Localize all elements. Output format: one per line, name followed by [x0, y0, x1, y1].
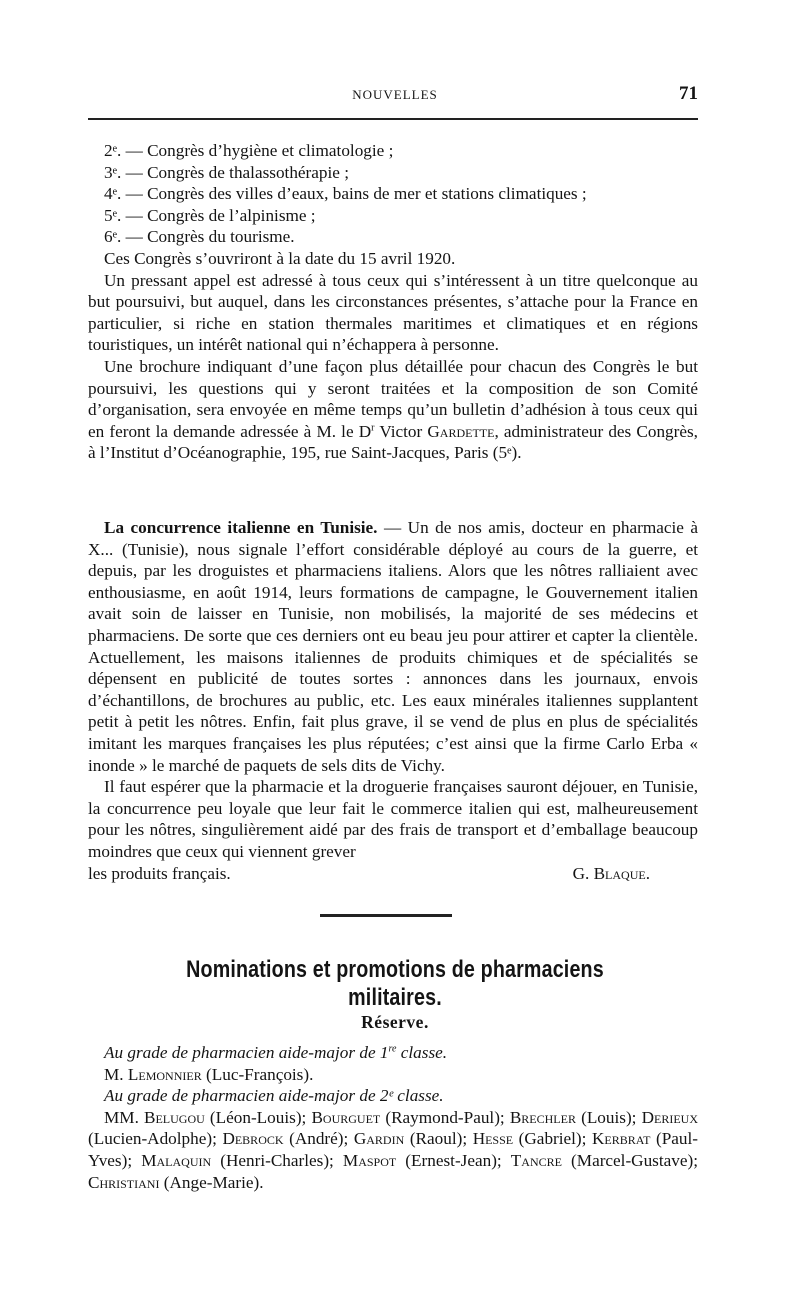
- nominee-given-names: (Louis);: [575, 1107, 642, 1127]
- nominee-surname: Tancre: [510, 1150, 562, 1170]
- article-title: La concurrence italienne en Tunisie.: [104, 518, 378, 537]
- signature-line: [88, 863, 698, 885]
- list-item: 4ᵉ. — Congrès des villes d’eaux, bains de mer et stations climatiques ;: [104, 184, 587, 204]
- nominee-line: [88, 1064, 698, 1086]
- nominee-surname: Derieux: [641, 1107, 698, 1127]
- first-name: Victor: [374, 421, 428, 441]
- nominee-given-names: (Paul-Yves);: [88, 1129, 699, 1170]
- grade-text: Au grade de pharmacien aide-major de 1: [104, 1043, 389, 1062]
- honorific: MM.: [104, 1107, 144, 1127]
- nominee-surname: Kerbrat: [592, 1129, 651, 1149]
- nominee-given-names: (Léon-Louis);: [204, 1107, 312, 1127]
- grade-text-end: classe.: [396, 1043, 448, 1062]
- list-item: 2ᵉ. — Congrès d’hygiène et climatologie ;: [104, 141, 394, 160]
- author-signature: [573, 863, 650, 885]
- reserve-subheading: Réserve.: [361, 1012, 429, 1032]
- nominee-surname: Gardin: [353, 1129, 405, 1149]
- nominee-group: [88, 1107, 698, 1193]
- list-item: 5ᵉ. — Congrès de l’alpinisme ;: [104, 205, 316, 225]
- header-rule: [88, 118, 698, 120]
- nominee-given-names: (Ernest-Jean);: [396, 1150, 511, 1170]
- nominee-given-names: (Lucien-Adolphe);: [88, 1129, 223, 1149]
- list-item: 6ᵉ. — Congrès du tourisme.: [104, 227, 295, 247]
- nominee-given-names: (Luc-François).: [201, 1064, 314, 1084]
- nominee-given-names: (Raoul);: [404, 1129, 473, 1149]
- brochure-paragraph: [88, 356, 698, 464]
- nominee-given-names: (Gabriel);: [513, 1129, 593, 1149]
- grade-heading: Au grade de pharmacien aide-major de 2ᵉ classe.: [104, 1086, 444, 1106]
- list-item: 3ᵉ. — Congrès de thalassothérapie ;: [104, 162, 349, 182]
- nominee-surname: Hesse: [472, 1129, 514, 1149]
- article-text: — Un de nos amis, docteur en pharmacie à X... (Tunisie), nous signale l’effort considérable déployé au cours de la guerre, et depuis, par les droguistes et pharmaciens italiens. Alors que les nôtres ralliaient avec enthousiasme, en août 1914, leurs formations de campagne, le Gouvernement italien avait soin de laisser en Tunisie, non mobilisés, la majorité de ses médecins et pharmaciens. De sorte que ces derniers ont eu beau jeu pour attirer et capter la clientèle. Actuellement, les maisons italiennes de produits chimiques et de spécialités se dépensent en publicité de toutes sortes : annonces dans les journaux, envois d’échantillons, de brochures au public, etc. Les eaux minérales italiennes supplantent petit à petit les nôtres. Enfin, fait plus grave, il se vend de plus en plus de spécialités imitant les marques françaises les plus réputées; c’est ainsi que la firme Carlo Erba « inonde » le marché de paquets de sels dits de Vichy.: [88, 518, 698, 775]
- nominee-given-names: (Ange-Marie).: [159, 1172, 264, 1192]
- nominee-surname: Christiani: [88, 1172, 160, 1192]
- page-number: 71: [679, 83, 698, 104]
- final-words: les produits français.: [88, 863, 231, 883]
- nominee-surname: Debrock: [222, 1129, 284, 1149]
- nominee-names: [88, 1108, 698, 1192]
- nominee-surname: Belugou: [143, 1107, 205, 1127]
- grade-heading: [88, 1042, 698, 1064]
- brochure-text: Une brochure indiquant d’une façon plus détaillée pour chacun des Congrès le but poursuivi, les questions qui y seront traitées et la composition de son Comité d’organisation, sera envoyée en même temps qu’un bulletin d’adhésion à tous ceux qui en feront la demande adressée à M. le D: [88, 356, 698, 441]
- nominee-surname: Brechler: [509, 1107, 576, 1127]
- honorific: M.: [104, 1064, 128, 1084]
- running-header: [88, 83, 702, 107]
- article-italian-competition: [88, 517, 698, 884]
- congress-list: [104, 140, 698, 248]
- congress-announcement: [88, 248, 698, 464]
- nominee-given-names: (Marcel-Gustave);: [561, 1150, 698, 1170]
- article-paragraph: [88, 517, 698, 776]
- author-name: Blaque: [593, 863, 646, 883]
- nominee-surname: Bourguet: [311, 1107, 381, 1127]
- superscript: re: [388, 1043, 397, 1055]
- superscript: r: [371, 422, 375, 434]
- section-title: NOUVELLES: [352, 87, 438, 102]
- article-paragraph: Il faut espérer que la pharmacie et la droguerie françaises sauront déjouer, en Tunisie, la concurrence peu loyale que leur fait le commerce italien qui est, malheureusement pour les nôtres, singulièrement aidé par des frais de transport et d’emballage beaucoup moindres que ceux qui viennent grever: [88, 777, 698, 861]
- nominee-surname: Malaquin: [141, 1150, 212, 1170]
- last-name: Gardette: [427, 421, 495, 441]
- nominee-given-names: (Raymond-Paul);: [380, 1107, 510, 1127]
- nominations-list: [88, 1042, 698, 1193]
- author-initial: G.: [572, 863, 594, 883]
- opening-date-paragraph: Ces Congrès s’ouvriront à la date du 15 avril 1920.: [104, 249, 456, 268]
- nominee-surname: Lemonnier: [127, 1064, 202, 1084]
- nominee-surname: Maspot: [342, 1150, 397, 1170]
- appeal-paragraph: Un pressant appel est adressé à tous ceux qui s’intéressent à un titre quelconque au but poursuivi, but auquel, dans les circonstances présentes, s’attache pour la France en particulier, si riche en station thermales maritimes et climatiques et en régions touristiques, un intérêt national qui n’échappera à personne.: [88, 270, 698, 355]
- nominations-heading: Nominations et promotions de pharmaciens militaires.: [186, 956, 604, 1011]
- nominee-given-names: (André);: [283, 1129, 354, 1149]
- section-divider: [320, 914, 452, 917]
- brochure-text-end: , administrateur des Congrès, à l’Institut d’Océanographie, 195, rue Saint-Jacques, Paris (5ᵉ).: [88, 421, 698, 463]
- nominee-given-names: (Henri-Charles);: [211, 1150, 343, 1170]
- author-punct: .: [645, 863, 650, 883]
